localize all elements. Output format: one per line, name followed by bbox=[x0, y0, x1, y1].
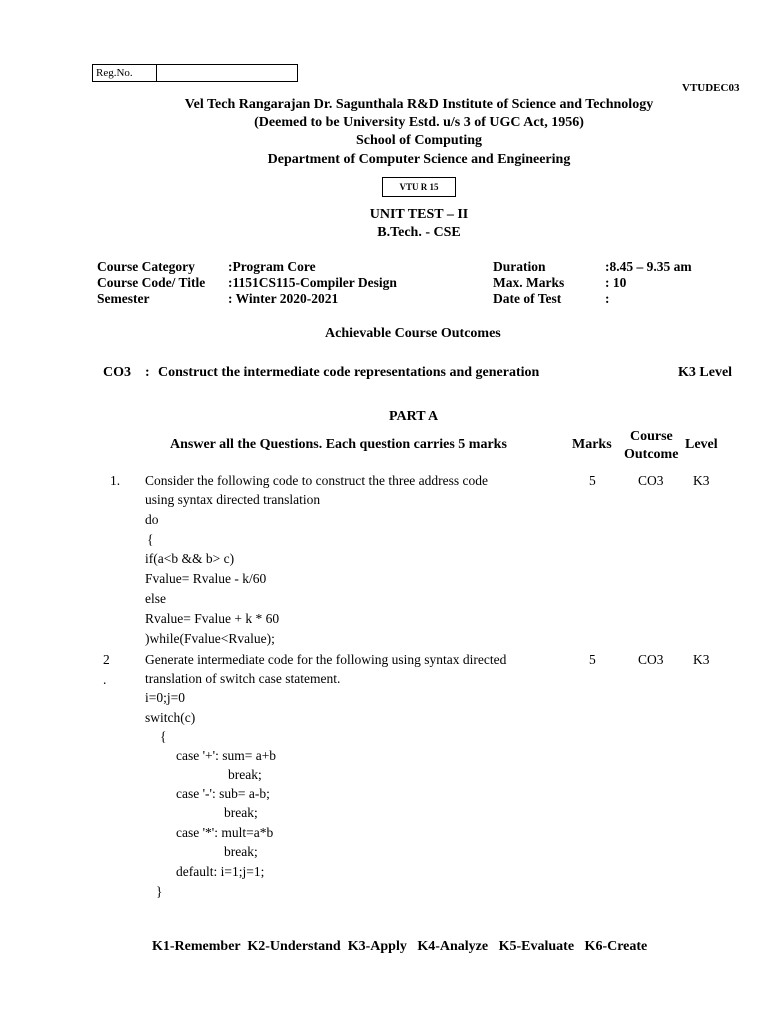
code-line: else bbox=[145, 591, 166, 606]
question-text-line: Generate intermediate code for the following using syntax directed bbox=[145, 652, 507, 667]
outcome-code: CO3 bbox=[103, 365, 131, 380]
code-line: break; bbox=[224, 805, 258, 820]
semester-value: : Winter 2020-2021 bbox=[228, 291, 339, 306]
category-value: :Program Core bbox=[228, 259, 316, 274]
max-marks-label: Max. Marks bbox=[493, 275, 565, 290]
code-line: )while(Fvalue<Rvalue); bbox=[145, 631, 275, 646]
course-code-value: :1151CS115-Compiler Design bbox=[228, 275, 397, 290]
question-level: K3 bbox=[693, 473, 710, 488]
question-outcome: CO3 bbox=[638, 473, 664, 488]
code-line: break; bbox=[224, 844, 258, 859]
question-text-line: translation of switch case statement. bbox=[145, 671, 341, 686]
date-value: : bbox=[605, 291, 610, 306]
exam-code: VTUDEC03 bbox=[682, 82, 740, 94]
course-code-label: Course Code/ Title bbox=[97, 275, 206, 290]
school-name: School of Computing bbox=[355, 133, 483, 148]
question-number: 2 bbox=[103, 652, 110, 667]
question-text-line: using syntax directed translation bbox=[145, 492, 321, 507]
code-line: default: i=1;j=1; bbox=[176, 864, 265, 879]
code-line: if(a<b && b> c) bbox=[145, 551, 235, 566]
code-line: case '+': sum= a+b bbox=[176, 748, 277, 763]
deemed-line: (Deemed to be University Estd. u/s 3 of UGC Act, 1956) bbox=[254, 115, 584, 130]
reg-no-box bbox=[92, 64, 298, 82]
question-marks: 5 bbox=[589, 473, 596, 488]
program-title: B.Tech. - CSE bbox=[377, 225, 461, 240]
question-number: 1. bbox=[110, 473, 121, 488]
code-line: case '-': sub= a-b; bbox=[176, 786, 270, 801]
code-line: case '*': mult=a*b bbox=[176, 825, 274, 840]
part-a-title: PART A bbox=[389, 409, 439, 424]
question-outcome: CO3 bbox=[638, 652, 664, 667]
date-label: Date of Test bbox=[493, 291, 562, 306]
code-line: Rvalue= Fvalue + k * 60 bbox=[145, 611, 280, 626]
question-number-dot: . bbox=[103, 672, 107, 687]
question-level: K3 bbox=[693, 652, 710, 667]
code-line: switch(c) bbox=[145, 710, 196, 725]
outcome-level: K3 Level bbox=[678, 365, 733, 380]
col-level-header: Level bbox=[685, 437, 718, 452]
code-line: do bbox=[145, 512, 159, 527]
code-line: break; bbox=[228, 767, 262, 782]
department-name: Department of Computer Science and Engineering bbox=[267, 152, 571, 167]
code-line: i=0;j=0 bbox=[145, 690, 185, 705]
max-marks-value: : 10 bbox=[605, 275, 627, 290]
duration-label: Duration bbox=[493, 259, 546, 274]
duration-value: :8.45 – 9.35 am bbox=[605, 259, 692, 274]
question-text-line: Consider the following code to construct the three address code bbox=[145, 473, 489, 488]
col-outcome-header: Outcome bbox=[624, 447, 679, 462]
part-a-instruction: Answer all the Questions. Each question carries 5 marks bbox=[170, 437, 507, 452]
code-line: { bbox=[147, 532, 154, 547]
category-label: Course Category bbox=[97, 259, 195, 274]
question-marks: 5 bbox=[589, 652, 596, 667]
outcome-text: Construct the intermediate code representations and generation bbox=[158, 365, 540, 380]
outcome-sep: : bbox=[145, 365, 150, 380]
knowledge-levels-legend: K1-Remember K2-Understand K3-Apply K4-Analyze K5-Evaluate K6-Create bbox=[152, 939, 648, 954]
outcomes-heading: Achievable Course Outcomes bbox=[325, 326, 501, 341]
semester-label: Semester bbox=[97, 291, 150, 306]
institute-name: Vel Tech Rangarajan Dr. Sagunthala R&D Institute of Science and Technology bbox=[184, 97, 654, 112]
reg-no-label: Reg.No. bbox=[93, 65, 157, 81]
test-title: UNIT TEST – II bbox=[369, 207, 469, 222]
code-line: Fvalue= Rvalue - k/60 bbox=[145, 571, 267, 586]
code-line: { bbox=[160, 729, 167, 744]
code-line: } bbox=[156, 884, 163, 899]
regulation-box: VTU R 15 bbox=[382, 177, 456, 197]
col-course-header: Course bbox=[630, 429, 673, 444]
col-marks-header: Marks bbox=[572, 437, 612, 452]
